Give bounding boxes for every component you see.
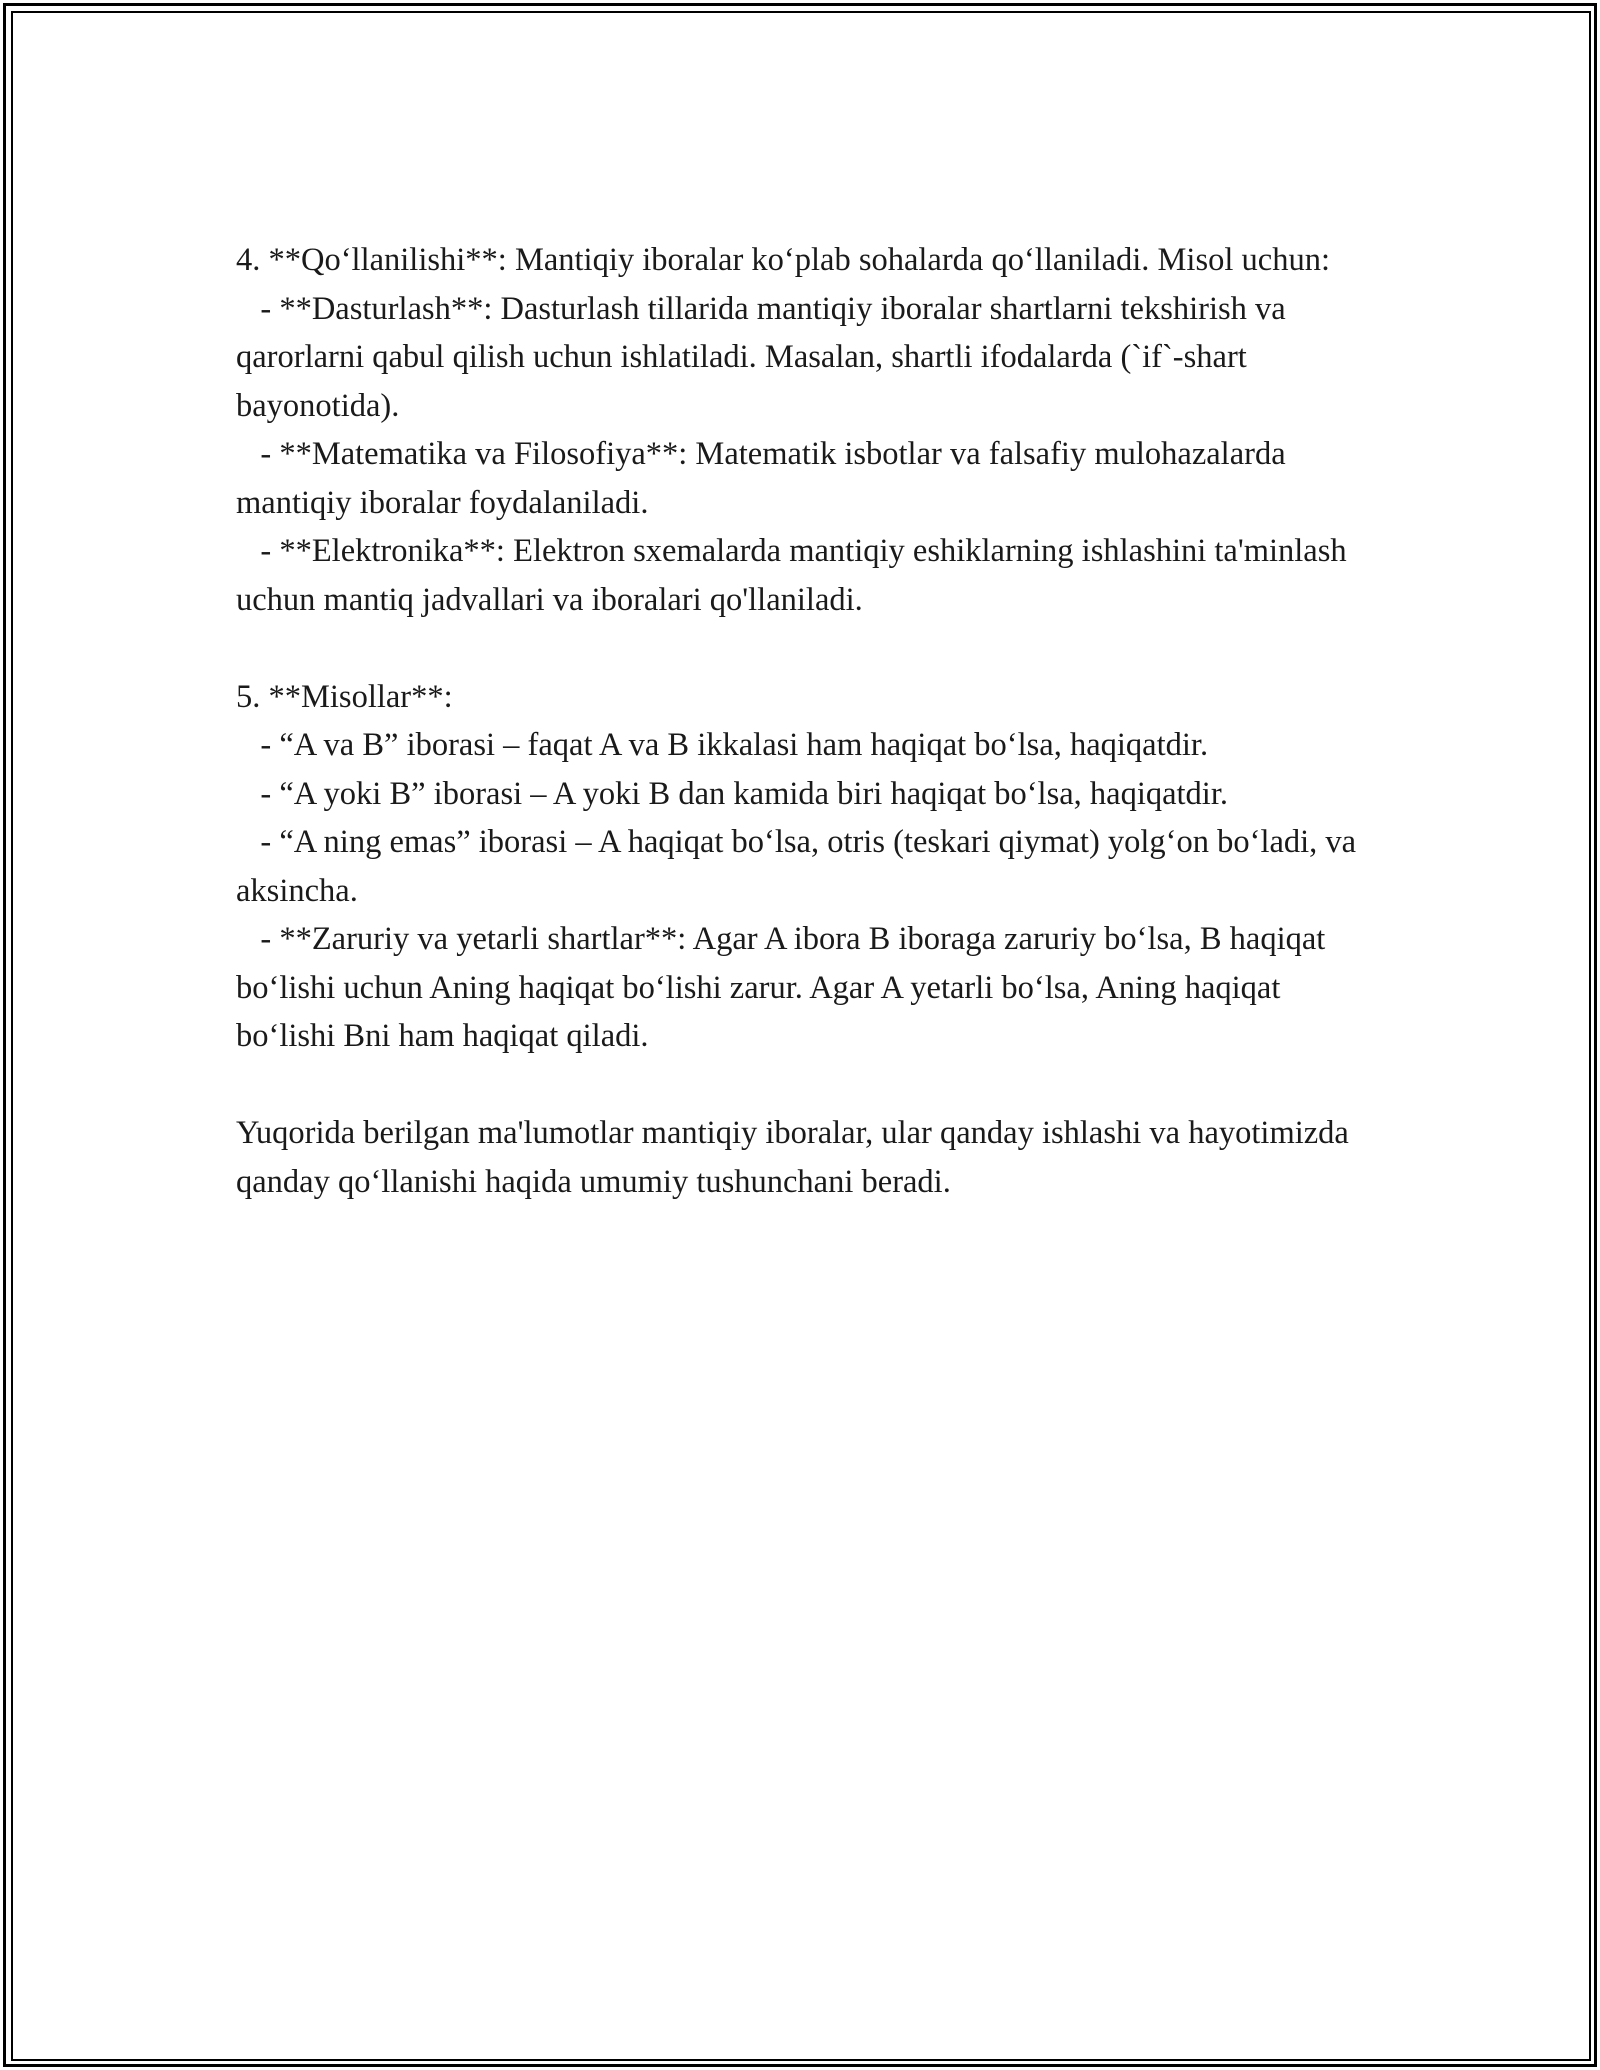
section-4-item-programming: - **Dasturlash**: Dasturlash tillarida mantiqiy iboralar shartlarni tekshirish va qarorlarni qabul qilish uchun ishlatiladi. Masalan, shartli ifodalarda (`if`-shart bayonotida). — [236, 290, 1294, 424]
conclusion-paragraph: Yuqorida berilgan ma'lumotlar mantiqiy iboralar, ular qanday ishlashi va hayotimizda qanday qo‘llanishi haqida umumiy tushunchani beradi. — [236, 1115, 1357, 1200]
section-4-item-math-philosophy: - **Matematika va Filosofiya**: Matematik isbotlar va falsafiy mulohazalarda mantiqiy iboralar foydalaniladi. — [236, 436, 1294, 521]
section-5-item-not: - “A ning emas” iborasi – A haqiqat bo‘lsa, otris (teskari qiymat) yolg‘on bo‘ladi, va aksincha. — [236, 824, 1365, 909]
section-5-heading: 5. **Misollar**: — [236, 678, 453, 715]
paragraph-spacer — [236, 624, 1366, 673]
section-5-item-conditions: - **Zaruriy va yetarli shartlar**: Agar A ibora B iboraga zaruriy bo‘lsa, B haqiqat bo‘lishi uchun Aning haqiqat bo‘lishi zarur. Agar A yetarli bo‘lsa, Aning haqiqat bo‘lishi Bni ham haqiqat qiladi. — [236, 921, 1334, 1054]
section-4-item-electronics: - **Elektronika**: Elektron sxemalarda mantiqiy eshiklarning ishlashini ta'minlash uchun mantiq jadvallari va iboralari qo'llaniladi. — [236, 533, 1355, 618]
section-5-item-or: - “A yoki B” iborasi – A yoki B dan kamida biri haqiqat bo‘lsa, haqiqatdir. — [236, 775, 1228, 812]
section-5-item-and: - “A va B” iborasi – faqat A va B ikkalasi ham haqiqat bo‘lsa, haqiqatdir. — [236, 727, 1209, 763]
document-body — [236, 236, 1366, 1206]
paragraph-spacer — [236, 1061, 1366, 1110]
section-4-heading: 4. **Qo‘llanilishi**: Mantiqiy iboralar ko‘plab sohalarda qo‘llaniladi. Misol uchun: — [236, 242, 1330, 278]
